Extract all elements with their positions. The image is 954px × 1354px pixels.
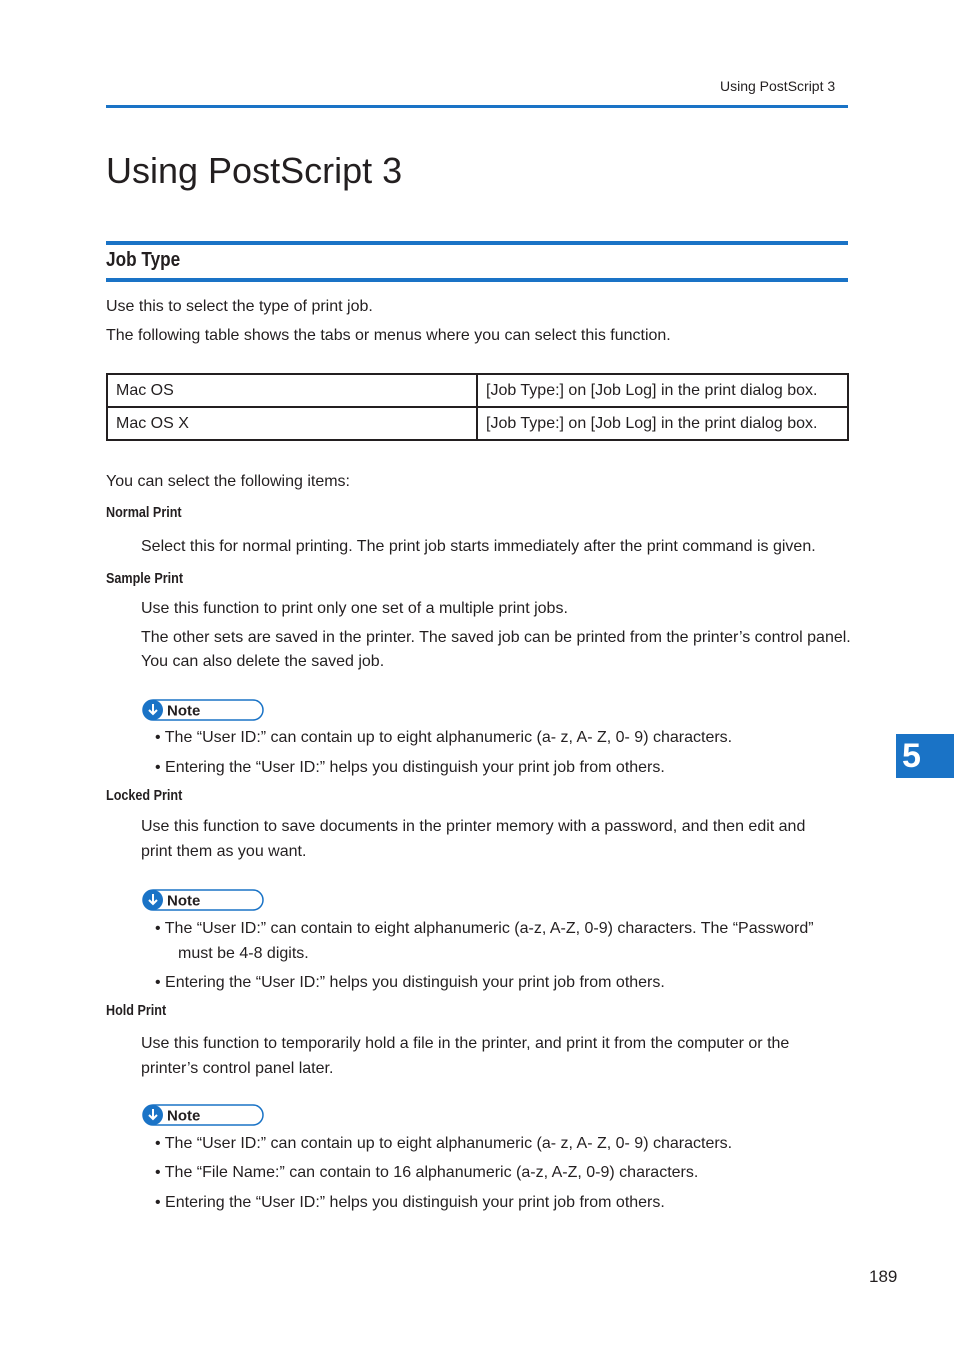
table-row bbox=[107, 407, 848, 440]
hold-note-3: • Entering the “User ID:” helps you distinguish your print job from others. bbox=[155, 1194, 665, 1211]
note-label: Note bbox=[167, 892, 201, 910]
chapter-tab: 5 bbox=[896, 734, 954, 778]
locked-print-body-line-1: Use this function to save documents in the printer memory with a password, and then edit and bbox=[141, 818, 806, 835]
table-cell-location: [Job Type:] on [Job Log] in the print dialog box. bbox=[477, 407, 848, 440]
intro-paragraph-1: Use this to select the type of print job. bbox=[106, 298, 373, 315]
section-bottom-rule bbox=[106, 278, 848, 282]
intro-paragraph-2: The following table shows the tabs or menus where you can select this function. bbox=[106, 327, 671, 344]
hold-print-body-line-2: printer’s control panel later. bbox=[141, 1060, 334, 1077]
running-header: Using PostScript 3 bbox=[720, 78, 836, 94]
hold-note-1: • The “User ID:” can contain up to eight alphanumeric (a- z, A- Z, 0- 9) characters. bbox=[155, 1135, 733, 1152]
hold-note-2: • The “File Name:” can contain to 16 alphanumeric (a-z, A-Z, 0-9) characters. bbox=[155, 1164, 699, 1181]
hold-print-body-line-1: Use this function to temporarily hold a file in the printer, and print it from the computer or the bbox=[141, 1035, 790, 1052]
table-cell-os: Mac OS X bbox=[107, 407, 477, 440]
hold-print-heading: Hold Print bbox=[106, 1002, 167, 1019]
note-badge bbox=[142, 699, 264, 721]
page-title: Using PostScript 3 bbox=[106, 150, 403, 191]
table-cell-os: Mac OS bbox=[107, 374, 477, 407]
items-intro: You can select the following items: bbox=[106, 473, 350, 490]
sample-note-1: • The “User ID:” can contain up to eight alphanumeric (a- z, A- Z, 0- 9) characters. bbox=[155, 729, 733, 746]
header-rule bbox=[106, 105, 848, 108]
section-top-rule bbox=[106, 241, 848, 245]
normal-print-body: Select this for normal printing. The print job starts immediately after the print command is given. bbox=[141, 538, 816, 555]
function-location-table bbox=[106, 373, 849, 441]
note-label: Note bbox=[167, 1107, 201, 1125]
normal-print-heading: Normal Print bbox=[106, 504, 182, 521]
sample-print-body-2-line-1: The other sets are saved in the printer. The saved job can be printed from the printer’s control panel. bbox=[141, 629, 851, 646]
table-cell-location: [Job Type:] on [Job Log] in the print dialog box. bbox=[477, 374, 848, 407]
sample-note-2: • Entering the “User ID:” helps you distinguish your print job from others. bbox=[155, 759, 665, 776]
page-number: 189 bbox=[869, 1267, 898, 1286]
note-badge bbox=[142, 1104, 264, 1126]
locked-print-heading: Locked Print bbox=[106, 787, 183, 804]
sample-print-body-1: Use this function to print only one set of a multiple print jobs. bbox=[141, 600, 568, 617]
note-label: Note bbox=[167, 702, 201, 720]
note-badge bbox=[142, 889, 264, 911]
table-row bbox=[107, 374, 848, 407]
sample-print-body-2-line-2: You can also delete the saved job. bbox=[141, 653, 385, 670]
locked-note-2: • Entering the “User ID:” helps you distinguish your print job from others. bbox=[155, 974, 665, 991]
locked-note-1: • The “User ID:” can contain to eight alphanumeric (a-z, A-Z, 0-9) characters. The “Password” must be 4-8 digits. bbox=[155, 920, 814, 962]
locked-print-body-line-2: print them as you want. bbox=[141, 843, 307, 860]
sample-print-heading: Sample Print bbox=[106, 570, 184, 587]
section-title: Job Type bbox=[106, 249, 181, 271]
